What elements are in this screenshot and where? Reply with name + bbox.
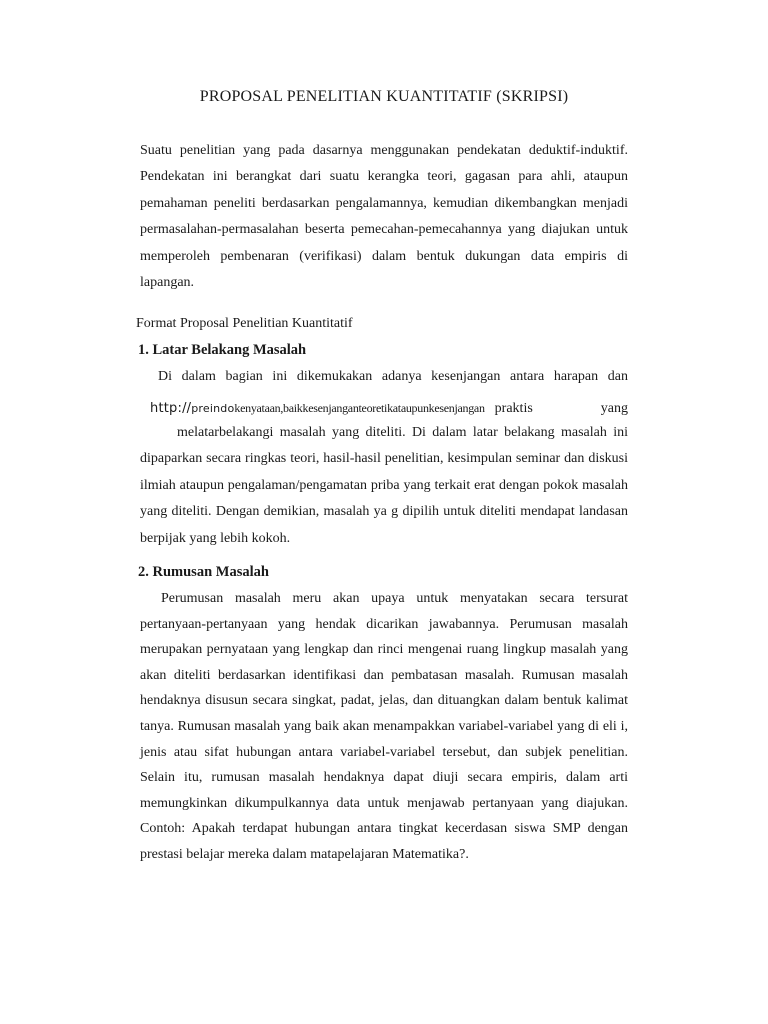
url-fragment-prefix: http:// xyxy=(150,401,192,416)
compressed-text: kenyataan,baikkesenjanganteoretikataupunkesenjangan xyxy=(234,401,485,415)
section-1-heading: 1. Latar Belakang Masalah xyxy=(138,342,307,358)
document-title: PROPOSAL PENELITIAN KUANTITATIF (SKRIPSI) xyxy=(199,88,569,105)
url-fragment xyxy=(150,397,234,421)
format-label: Format Proposal Penelitian Kuantitatif xyxy=(136,316,353,331)
tail-word-1: praktis xyxy=(494,401,533,416)
section-1-second-line xyxy=(150,396,628,421)
tail-word-2: yang xyxy=(600,401,628,416)
intro-paragraph: Suatu penelitian yang pada dasarnya menggunakan pendekatan deduktif-induktif. Pendekatan ini berangkat dari suatu kerangka teori, gagasan para ahli, ataupun pemahaman peneliti berdasarkan pengalamannya, kemudian dikembangkan menjadi permasalahan-permasalahan beserta pemecahan-pemecahannya yang diajukan untuk memperoleh pembenaran (verifikasi) dalam bentuk dukungan data empiris di lapangan. xyxy=(140,143,628,291)
section-1-body: melatarbelakangi masalah yang diteliti. Di dalam latar belakang masalah ini dipaparkan secara ringkas teori, hasil-hasil penelitian, kesimpulan seminar dan diskusi ilmiah ataupun pengalaman/pengamatan priba yang terkait erat dengan pokok masalah yang diteliti. Dengan demikian, masalah ya g dipilih untuk diteliti mendapat landasan berpijak yang lebih kokoh. xyxy=(140,425,628,546)
line-tail xyxy=(485,397,628,421)
url-fragment-suffix: preindo xyxy=(191,402,235,415)
section-2-heading: 2. Rumusan Masalah xyxy=(138,564,269,580)
section-1-first-line: Di dalam bagian ini dikemukakan adanya kesenjangan antara harapan dan xyxy=(158,369,628,384)
section-2-body: Perumusan masalah meru akan upaya untuk menyatakan secara tersurat pertanyaan-pertanyaan yang hendak dicarikan jawabannya. Perumusan masalah merupakan pernyataan yang lengkap dan rinci mengenai ruang lingkup masalah yang akan diteliti berdasarkan identifikasi dan pembatasan masalah. Rumusan masalah hendaknya disusun secara singkat, padat, jelas, dan dituangkan dalam bentuk kalimat tanya. Rumusan masalah yang baik akan menampakkan variabel-variabel yang di eli i, jenis atau sifat hubungan antara variabel-variabel tersebut, dan subjek penelitian. Selain itu, rumusan masalah hendaknya dapat diuji secara empiris, dalam arti memungkinkan dikumpulkannya data untuk menjawab pertanyaan yang diajukan. Contoh: Apakah terdapat hubungan antara tingkat kecerdasan siswa SMP dengan prestasi belajar mereka dalam matapelajaran Matematika?. xyxy=(140,591,628,862)
